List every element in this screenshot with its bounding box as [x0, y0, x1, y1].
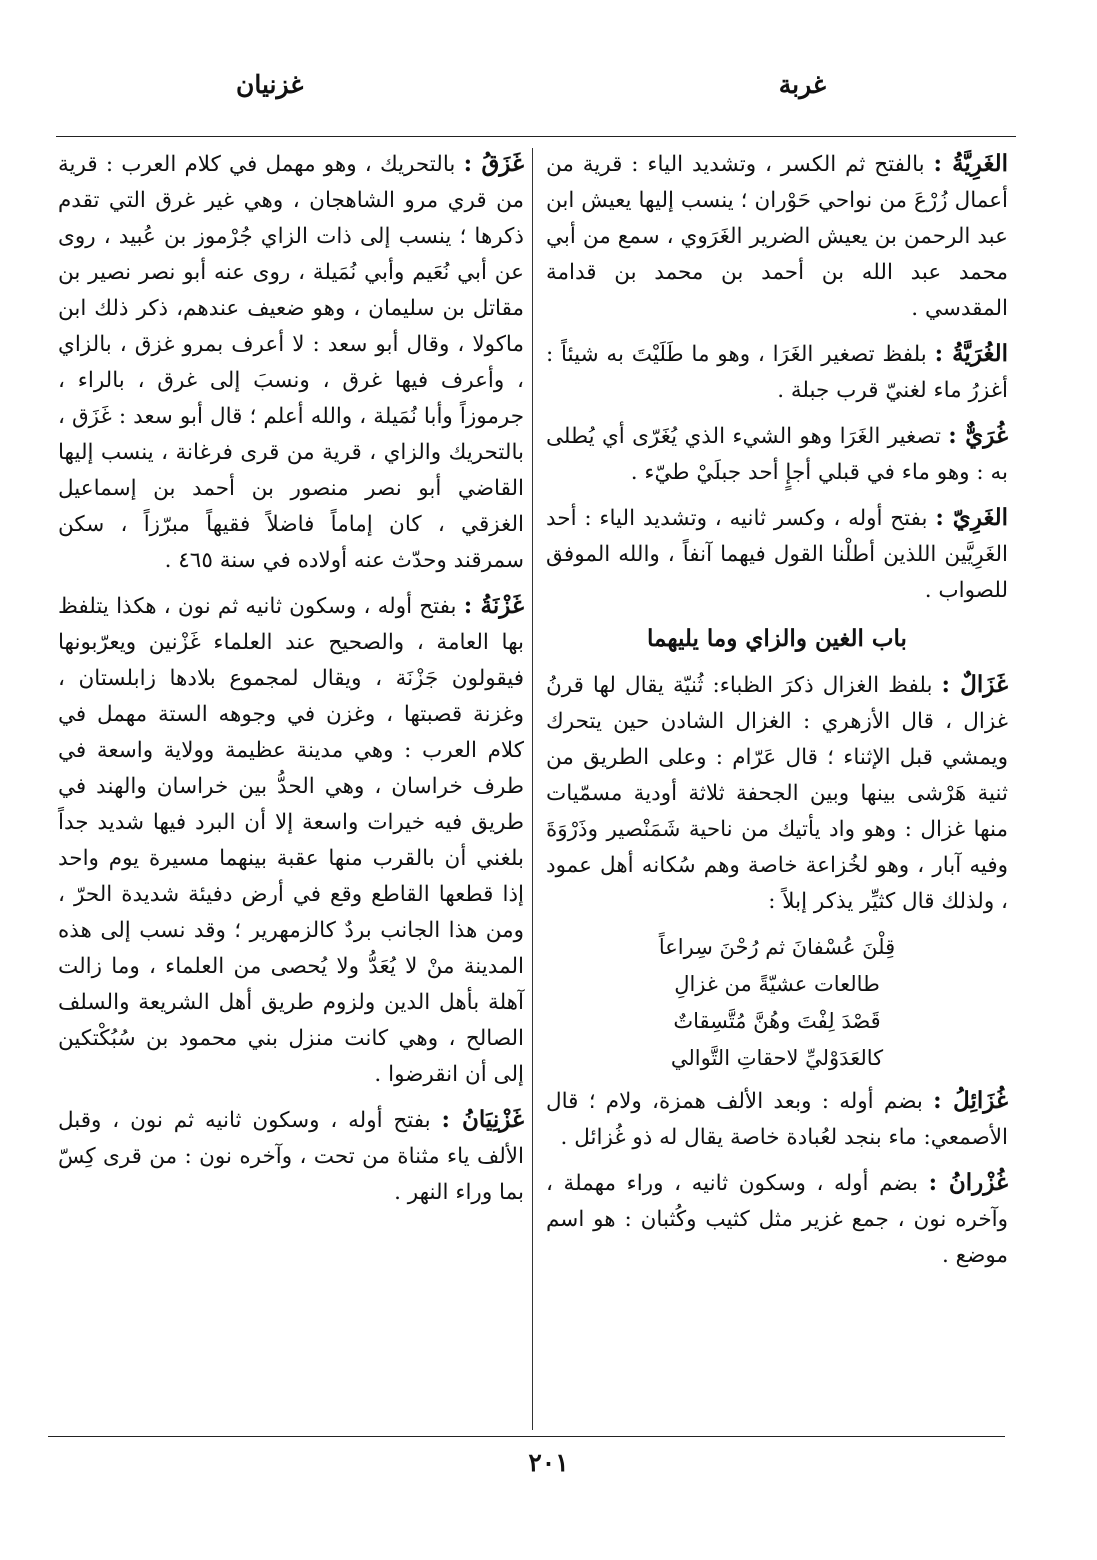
- left-column: [58, 146, 524, 1220]
- running-head-right: غربة: [778, 70, 826, 99]
- entry-headword: غُزَائِلُ :: [933, 1087, 1008, 1114]
- entry-body: بفتح أوله ، وسكون ثانيه ثم نون ، هكذا يتلفظ بها العامة ، والصحيح عند العلماء غَزْنين ويعرّبونها فيقولون جَزْنَة ، ويقال لمجموع بلادها زابلستان ، وغزنة قصبتها ، وغزن في وجوهه الستة مهمل في كلام العرب : وهي مدينة عظيمة وولاية واسعة في طرف خراسان ، وهي الحدُّ بين خراسان والهند في طريق فيه خيرات واسعة إلا أن البرد فيها شديد جداً بلغني أن بالقرب منها عقبة بينهما مسيرة يوم واحد إذا قطعها القاطع وقع في أرض دفيئة شديدة الحرّ ، ومن هذا الجانب بردٌ كالزمهرير ؛ وقد نسب إلى هذه المدينة منْ لا يُعَدُّ ولا يُحصى من العلماء ، وما زالت آهلة بأهل الدين ولزوم طريق أهل الشريعة والسلف الصالح ، وهي كانت منزل بني محمود بن سُبُكْتكين إلى أن انقرضوا .: [58, 594, 524, 1087]
- entry-headword: غُرَيٌّ :: [948, 422, 1008, 449]
- column-divider: [532, 148, 533, 1430]
- entry-body: بالفتح ثم الكسر ، وتشديد الياء : قرية من أعمال زُرْعَ من نواحي حَوْران ؛ ينسب إليها يعيش ابن عبد الرحمن بن يعيش الضرير الغَرَوي ، سمع من أبي محمد عبد الله بن أحمد بن محمد بن قدامة المقدسي .: [546, 152, 1008, 321]
- section-title: باب الغين والزاي وما يليهما: [647, 625, 907, 652]
- entry-al-ghariyya: [546, 146, 1008, 327]
- entry-headword: الغُرَيَّةُ :: [934, 340, 1009, 367]
- entry-headword: غَزْنِيَانُ :: [441, 1106, 524, 1133]
- entry-body: بلفظ تصغير الغَرَا ، وهو ما طَلَيْتَ به شيئاً : أغزرُ ماء لغنيّ قرب جبلة .: [546, 342, 1008, 403]
- entry-al-ghurayya: [546, 336, 1008, 409]
- entry-ghuzail: [546, 1083, 1008, 1156]
- entry-body: بضم أوله ، وسكون ثانيه ، وراء مهملة ، وآخره نون ، جمع غزير مثل كثيب وكُثبان : هو اسم موضع .: [546, 1171, 1008, 1268]
- entry-body: بفتح أوله ، وسكون ثانيه ثم نون ، وقبل الألف ياء مثناة من تحت ، وآخره نون : من قرى كِسّ بما وراء النهر .: [58, 1108, 524, 1205]
- entry-headword: الغَرِيّ :: [935, 504, 1008, 531]
- entry-headword: غَزَالٌ :: [941, 671, 1008, 698]
- running-head-left: غزنيان: [236, 70, 304, 99]
- entry-headword: غَزْنَةُ :: [463, 592, 524, 619]
- entry-ghurayy: [546, 418, 1008, 491]
- entry-body: بفتح أوله ، وكسر ثانيه ، وتشديد الياء : أحد الغَرِيَّين اللذين أطلْنا القول فيهما آنفاً ، والله الموفق للصواب .: [546, 506, 1008, 603]
- page-header: [56, 70, 1016, 112]
- footer-rule: [48, 1436, 1005, 1437]
- entry-ghazal: [546, 667, 1008, 920]
- entry-ghuzran: [546, 1165, 1008, 1274]
- entry-ghazniyan: [58, 1102, 524, 1211]
- right-column: [546, 146, 1008, 1283]
- entry-al-ghariyy: [546, 500, 1008, 609]
- header-rule: [56, 136, 1016, 137]
- entry-body: بلفظ الغزال ذكرَ الظباء: ثُنيّة يقال لها قرنُ غزال ، قال الأزهري : الغزال الشادن حين يتحرك ويمشي قبل الإثناء ؛ قال عَرّام : وعلى الطريق من ثنية هَرْشى بينها وبين الجحفة ثلاثة أودية مسمّيات منها غزال : وهو واد يأتيك من ناحية شَمَنْصير وذَرْوَةَ وفيه آبار ، وهو لخُزاعة خاصة وهم سُكانه أهل عمود ، ولذلك قال كثيِّر يذكر إبلاً :: [546, 673, 1008, 914]
- verse-line: قِلْنَ عُسْفانَ ثم رُحْنَ سِراعاً: [658, 935, 896, 959]
- entry-body: بالتحريك ، وهو مهمل في كلام العرب : قرية من قري مرو الشاهجان ، وهي غير غرق التي تقدم ذكرها ؛ ينسب إلى ذات الزاي جُرْموز بن عُبيد ، روى عن أبي نُعَيم وأبي نُمَيلة ، روى عنه أبو نصر نصير بن مقاتل بن سليمان ، وهو ضعيف عندهم، ذكر ذلك ابن ماكولا ، وقال أبو سعد : لا أعرف بمرو غزق ، بالزاي ، وأعرف فيها غرق ، ونسبَ إلى غرق ، بالراء ، جرموزاً وأبا نُمَيلة ، والله أعلم ؛ قال أبو سعد : غَزَق ، بالتحريك والزاي ، قرية من قرى فرغانة ، ينسب إليها القاضي أبو نصر منصور بن أحمد بن إسماعيل الغزقي ، كان إماماً فاضلاً فقيهاً مبرّزاً ، سكن سمرقند وحدّث عنه أولاده في سنة ٤٦٥ .: [58, 152, 524, 573]
- entry-headword: غَزَقُ :: [463, 150, 525, 177]
- entry-body: تصغير الغَرَا وهو الشيء الذي يُغَرّى أي يُطلى به : وهو ماء في قبلي أجإٍ أحد جبلَيْ طيّء .: [546, 424, 1008, 485]
- verse-line: قَصْدَ لِفْتَ وهُنَّ مُتَّسِقاتٌ: [673, 1009, 881, 1033]
- poem-verse: [546, 929, 1008, 1077]
- verse-line: كالعَدَوْليِّ لاحقاتِ التَّوالي: [670, 1046, 884, 1070]
- entry-body: بضم أوله : وبعد الألف همزة، ولام ؛ قال الأصمعي: ماء بنجد لعُبادة خاصة يقال له ذو غُزائل .: [546, 1089, 1008, 1150]
- verse-line: طالعات عشيّةً من غزالِ: [674, 972, 880, 996]
- entry-headword: غُزْرانُ :: [928, 1169, 1008, 1196]
- entry-ghazna: [58, 588, 524, 1093]
- page-number: ٢٠١: [528, 1448, 569, 1477]
- entry-ghazaq: [58, 146, 524, 579]
- entry-headword: الغَرِيَّةُ :: [933, 150, 1008, 177]
